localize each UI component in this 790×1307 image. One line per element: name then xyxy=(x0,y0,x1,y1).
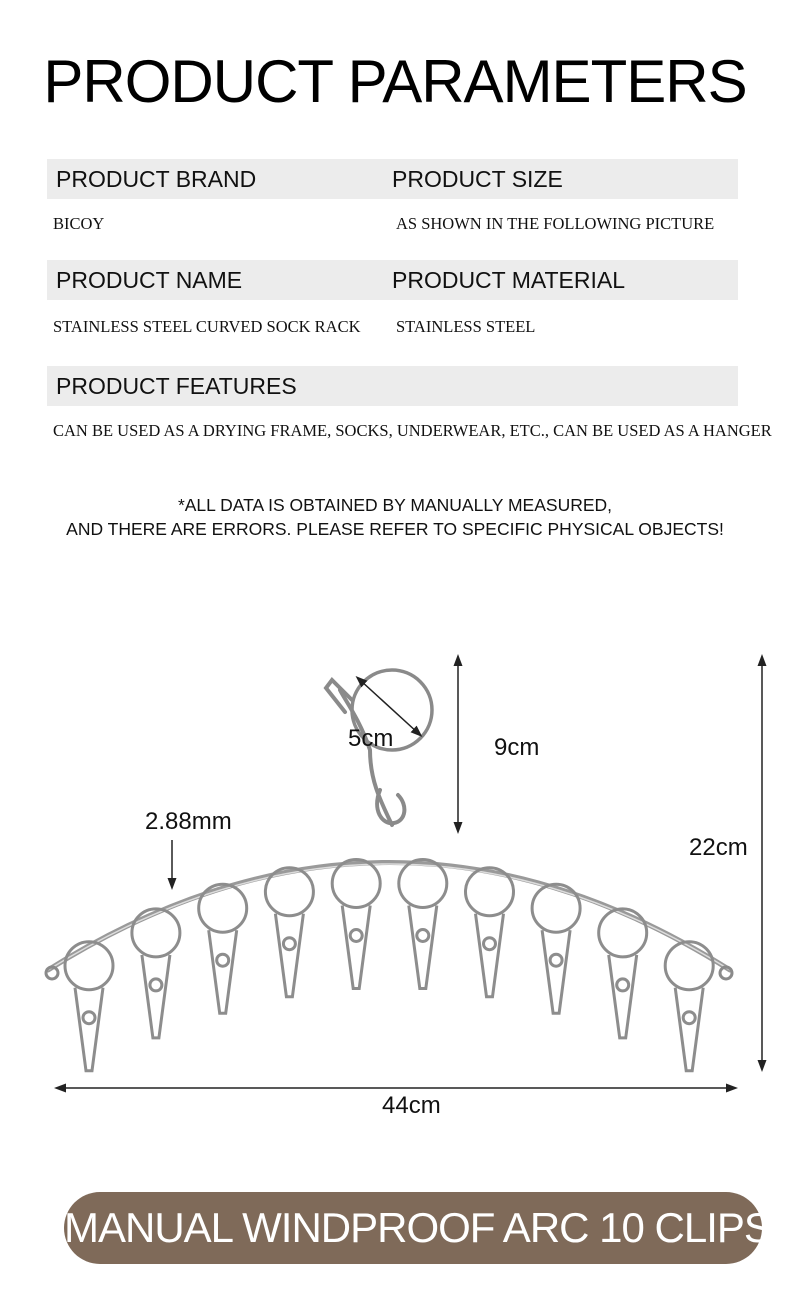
disclaimer-line-1: *ALL DATA IS OBTAINED BY MANUALLY MEASURED, xyxy=(177,495,613,515)
size-value: AS SHOWN IN THE FOLLOWING PICTURE xyxy=(396,214,715,233)
clip-body xyxy=(342,906,370,989)
dim-hook-diameter: 5cm xyxy=(348,725,394,752)
clip-ring xyxy=(532,884,580,932)
clip-ring xyxy=(466,868,514,916)
name-label: PRODUCT NAME xyxy=(56,267,243,293)
brand-value: BICOY xyxy=(53,214,105,233)
clip-body xyxy=(609,955,637,1038)
clip-body xyxy=(476,914,504,997)
features-label: PRODUCT FEATURES xyxy=(56,373,297,399)
dim-total-height: 22cm xyxy=(689,834,748,861)
clip-spring xyxy=(150,979,162,991)
clip-ring xyxy=(132,909,180,957)
clip-spring xyxy=(683,1012,695,1024)
disclaimer-line-2: AND THERE ARE ERRORS. PLEASE REFER TO SPECIFIC PHYSICAL OBJECTS! xyxy=(66,519,724,539)
name-value: STAINLESS STEEL CURVED SOCK RACK xyxy=(53,317,361,336)
clip-ring xyxy=(65,942,113,990)
clip-spring xyxy=(283,938,295,950)
clip-spring xyxy=(484,938,496,950)
sock-rack-illustration xyxy=(0,640,790,1120)
clip-body xyxy=(275,914,303,997)
clip-spring xyxy=(350,930,362,942)
banner-text: MANUAL WINDPROOF ARC 10 CLIPS xyxy=(64,1204,771,1251)
clip-ring xyxy=(265,868,313,916)
dim-hook-height: 9cm xyxy=(494,734,540,761)
clip-body xyxy=(542,930,570,1013)
dim-width: 44cm xyxy=(382,1092,441,1119)
features-value: CAN BE USED AS A DRYING FRAME, SOCKS, UNDERWEAR, ETC., CAN BE USED AS A HANGER xyxy=(53,421,772,440)
material-value: STAINLESS STEEL xyxy=(396,317,536,336)
clip-body xyxy=(142,955,170,1038)
clip-ring xyxy=(599,909,647,957)
size-label: PRODUCT SIZE xyxy=(392,166,563,192)
clip-spring xyxy=(550,954,562,966)
clip-ring xyxy=(399,860,447,908)
clip-ring xyxy=(199,884,247,932)
clip-body xyxy=(675,988,703,1071)
clip-spring xyxy=(417,930,429,942)
clip-spring xyxy=(217,954,229,966)
brand-label: PRODUCT BRAND xyxy=(56,166,257,192)
clip-ring xyxy=(665,942,713,990)
clips-banner xyxy=(64,1192,771,1264)
clip-body xyxy=(75,988,103,1071)
dim-wire-thickness: 2.88mm xyxy=(145,808,232,835)
clip-spring xyxy=(617,979,629,991)
material-label: PRODUCT MATERIAL xyxy=(392,267,626,293)
clip-ring xyxy=(332,860,380,908)
clip-body xyxy=(209,930,237,1013)
page-title: PRODUCT PARAMETERS xyxy=(43,48,747,115)
clip-body xyxy=(409,906,437,989)
clip-spring xyxy=(83,1012,95,1024)
